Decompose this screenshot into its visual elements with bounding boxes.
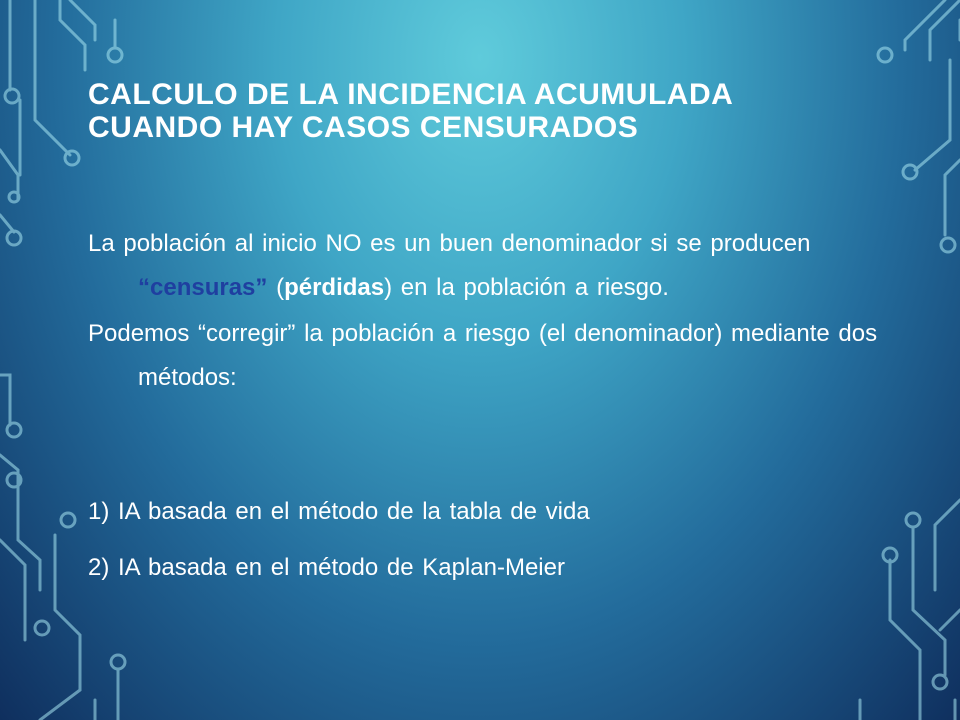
title-line-2: CUANDO HAY CASOS CENSURADOS bbox=[88, 111, 639, 144]
paragraph-censuras bbox=[88, 222, 888, 310]
censuras-highlight: “censuras” bbox=[138, 274, 268, 301]
paragraph-1-tail: ) en la población a riesgo. bbox=[384, 274, 669, 301]
slide-body bbox=[88, 222, 888, 590]
slide-title bbox=[88, 78, 908, 144]
paragraph-corregir: Podemos “corregir” la población a riesgo (el denominador) mediante dos métodos: bbox=[88, 320, 878, 391]
spacer bbox=[88, 400, 888, 490]
method-item-2: 2) IA basada en el método de Kaplan-Meier bbox=[88, 554, 565, 581]
paragraph-1-open-paren: ( bbox=[267, 274, 285, 301]
method-item-1: 1) IA basada en el método de la tabla de vida bbox=[88, 498, 590, 525]
perdidas-bold: pérdidas bbox=[284, 274, 385, 301]
paragraph-1-text: La población al inicio NO es un buen denominador si se producen bbox=[88, 230, 811, 257]
title-line-1: CALCULO DE LA INCIDENCIA ACUMULADA bbox=[88, 78, 734, 111]
